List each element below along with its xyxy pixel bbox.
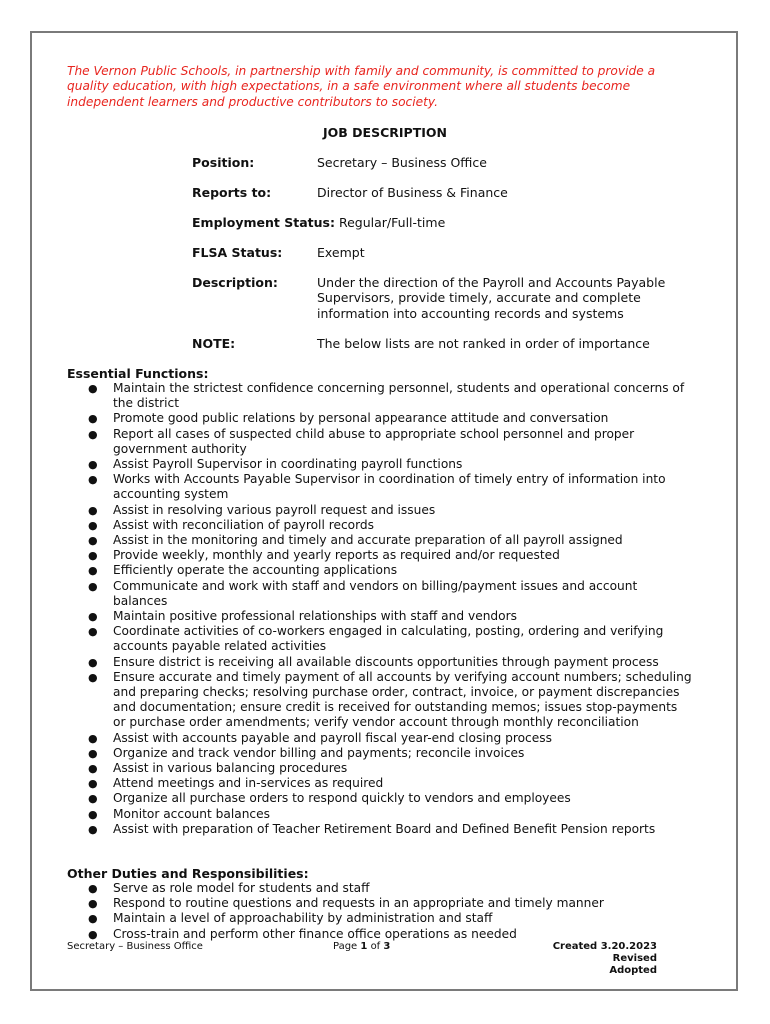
list-item <box>88 761 693 776</box>
bullet-icon: ● <box>88 427 98 441</box>
created-date: Created 3.20.2023 <box>552 941 657 952</box>
list-item <box>88 791 693 806</box>
note-label: NOTE: <box>192 336 236 351</box>
other-duties-list <box>88 881 693 942</box>
position-label: Position: <box>192 155 255 170</box>
bullet-icon: ● <box>88 473 98 487</box>
list-item-text: Organize all purchase orders to respond quickly to vendors and employees <box>113 791 571 806</box>
list-item-text: Organize and track vendor billing and payments; reconcile invoices <box>113 745 525 760</box>
revised-label: Revised <box>612 953 657 964</box>
list-item-text: Maintain a level of approachability by administration and staff <box>113 911 493 926</box>
list-item <box>88 457 693 472</box>
bullet-icon: ● <box>88 792 98 806</box>
flsa-status-label: FLSA Status: <box>192 245 283 260</box>
list-item-text: Provide weekly, monthly and yearly reports as required and/or requested <box>113 548 560 563</box>
bullet-icon: ● <box>88 807 98 821</box>
list-item <box>88 911 693 926</box>
list-item-text: Communicate and work with staff and vendors on billing/payment issues and account balances <box>113 578 638 608</box>
bullet-icon: ● <box>88 625 98 639</box>
list-item-text: Ensure accurate and timely payment of all accounts by verifying account numbers; scheduling and preparing checks; resolving purchase order, contract, invoice, or payment discrepancies and documentation; ensure credit is received for outstanding memos; issues stop-payments or purchase order amendments; verify vendor account through monthly reconciliation <box>113 669 692 730</box>
position-value: Secretary – Business Office <box>317 155 487 170</box>
list-item-text: Respond to routine questions and requests in an appropriate and timely manner <box>113 896 604 911</box>
list-item-text: Promote good public relations by personal appearance attitude and conversation <box>113 411 609 426</box>
list-item <box>88 746 693 761</box>
flsa-status-value: Exempt <box>317 245 365 260</box>
bullet-icon: ● <box>88 897 98 911</box>
list-item-text: Assist with accounts payable and payroll fiscal year-end closing process <box>113 730 552 745</box>
other-duties-heading: Other Duties and Responsibilities: <box>67 866 309 881</box>
essential-functions-heading: Essential Functions: <box>67 366 209 381</box>
bullet-icon: ● <box>88 534 98 548</box>
list-item <box>88 518 693 533</box>
list-item <box>88 896 693 911</box>
list-item-text: Report all cases of suspected child abuse to appropriate school personnel and proper government authority <box>113 426 635 456</box>
bullet-icon: ● <box>88 564 98 578</box>
document-title: JOB DESCRIPTION <box>323 125 447 140</box>
list-item <box>88 563 693 578</box>
bullet-icon: ● <box>88 927 98 941</box>
list-item <box>88 548 693 563</box>
list-item-text: Works with Accounts Payable Supervisor in coordination of timely entry of information into accounting system <box>113 472 666 502</box>
list-item <box>88 427 693 457</box>
list-item <box>88 624 693 654</box>
bullet-icon: ● <box>88 670 98 684</box>
description-label: Description: <box>192 275 278 290</box>
list-item-text: Assist with preparation of Teacher Retirement Board and Defined Benefit Pension reports <box>113 821 656 836</box>
list-item-text: Attend meetings and in-services as required <box>113 776 384 791</box>
list-item <box>88 579 693 609</box>
list-item <box>88 881 693 896</box>
page-of: of <box>370 941 381 952</box>
list-item <box>88 655 693 670</box>
bullet-icon: ● <box>88 882 98 895</box>
bullet-icon: ● <box>88 518 98 532</box>
list-item <box>88 927 693 942</box>
list-item <box>88 807 693 822</box>
list-item-text: Cross-train and perform other finance office operations as needed <box>113 926 517 941</box>
list-item <box>88 731 693 746</box>
list-item <box>88 776 693 791</box>
list-item-text: Serve as role model for students and staff <box>113 881 370 895</box>
page-total: 3 <box>383 941 391 952</box>
footer-revision-info <box>500 941 657 977</box>
list-item-text: Assist in the monitoring and timely and accurate preparation of all payroll assigned <box>113 533 623 548</box>
bullet-icon: ● <box>88 912 98 926</box>
list-item-text: Ensure district is receiving all available discounts opportunities through payment process <box>113 654 659 669</box>
description-value: Under the direction of the Payroll and Accounts Payable Supervisors, provide timely, accurate and complete information into accounting records and systems <box>317 275 666 321</box>
essential-functions-list <box>88 381 693 837</box>
bullet-icon: ● <box>88 503 98 517</box>
list-item-text: Monitor account balances <box>113 806 270 821</box>
employment-status-value: Regular/Full-time <box>338 215 446 230</box>
bullet-icon: ● <box>88 412 98 426</box>
list-item-text: Assist in various balancing procedures <box>113 761 348 776</box>
list-item <box>88 411 693 426</box>
list-item <box>88 533 693 548</box>
bullet-icon: ● <box>88 762 98 776</box>
list-item-text: Maintain the strictest confidence concerning personnel, students and operational concerns of the district <box>113 381 685 411</box>
list-item-text: Assist with reconciliation of payroll records <box>113 517 374 532</box>
list-item <box>88 503 693 518</box>
employment-status-label: Employment Status: <box>192 215 335 230</box>
employment-status-row <box>192 215 552 230</box>
page-prefix: Page <box>333 941 358 952</box>
list-item <box>88 609 693 624</box>
footer-page-number <box>333 941 390 953</box>
bullet-icon: ● <box>88 655 98 669</box>
list-item-text: Maintain positive professional relationships with staff and vendors <box>113 609 517 624</box>
list-item <box>88 822 693 837</box>
mission-statement: The Vernon Public Schools, in partnership with family and community, is committed to provide a quality education, with high expectations, in a safe environment where all students become independent learners and productive contributors to society. <box>67 64 656 109</box>
list-item <box>88 472 693 502</box>
bullet-icon: ● <box>88 777 98 791</box>
page-current: 1 <box>360 941 368 952</box>
list-item-text: Coordinate activities of co-workers engaged in calculating, posting, ordering and verifying accounts payable related activities <box>113 624 664 654</box>
list-item <box>88 381 693 411</box>
footer-position: Secretary – Business Office <box>67 941 203 952</box>
reports-to-label: Reports to: <box>192 185 272 200</box>
list-item-text: Assist in resolving various payroll request and issues <box>113 502 436 517</box>
bullet-icon: ● <box>88 458 98 472</box>
bullet-icon: ● <box>88 746 98 760</box>
bullet-icon: ● <box>88 549 98 563</box>
note-value: The below lists are not ranked in order of importance <box>317 336 650 351</box>
bullet-icon: ● <box>88 579 98 593</box>
list-item <box>88 670 693 731</box>
reports-to-value: Director of Business & Finance <box>317 185 508 200</box>
bullet-icon: ● <box>88 731 98 745</box>
adopted-label: Adopted <box>609 965 657 976</box>
bullet-icon: ● <box>88 382 98 395</box>
bullet-icon: ● <box>88 822 98 836</box>
bullet-icon: ● <box>88 610 98 624</box>
list-item-text: Assist Payroll Supervisor in coordinating payroll functions <box>113 457 463 472</box>
list-item-text: Efficiently operate the accounting applications <box>113 563 398 578</box>
